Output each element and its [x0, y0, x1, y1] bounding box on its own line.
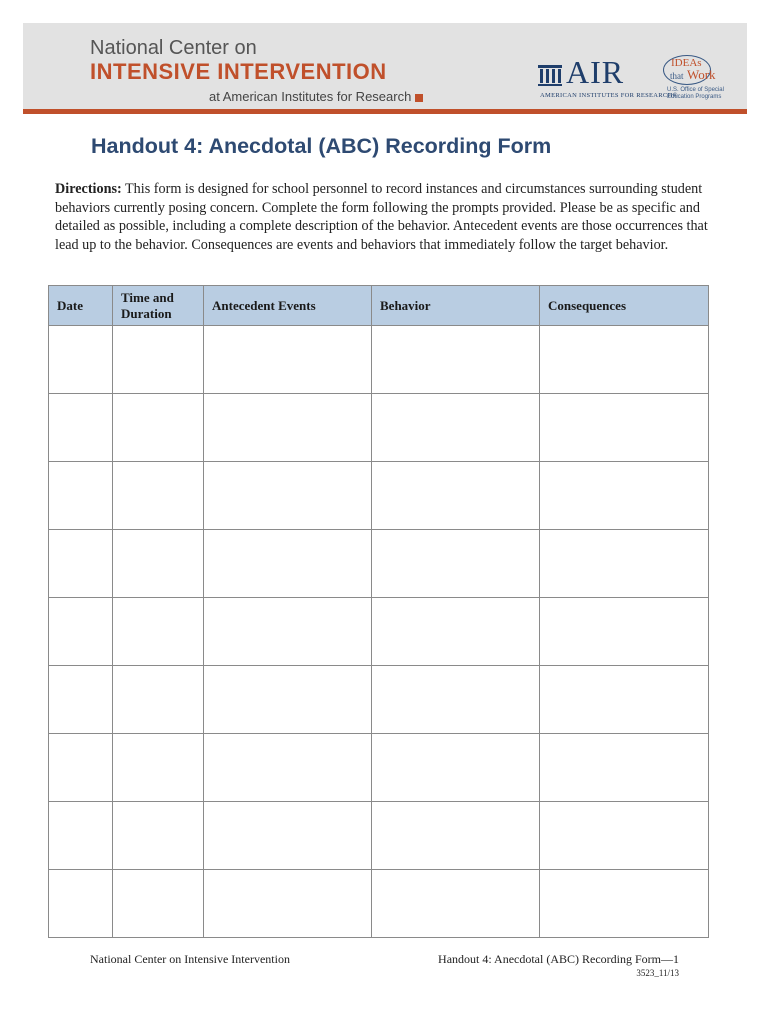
time-duration-cell[interactable]	[113, 870, 204, 938]
org-affiliation-text: at American Institutes for Research	[209, 89, 412, 104]
consequences-cell[interactable]	[540, 734, 709, 802]
date-cell[interactable]	[49, 394, 113, 462]
directions-label: Directions:	[55, 181, 122, 197]
table-row	[49, 870, 709, 938]
table-row	[49, 598, 709, 666]
antecedent-cell[interactable]	[204, 462, 372, 530]
footer-document-code: 3523_11/13	[636, 968, 679, 978]
date-cell[interactable]	[49, 802, 113, 870]
ideas-logo-subtitle	[667, 87, 724, 101]
footer-organization: National Center on Intensive Intervention	[90, 952, 290, 966]
time-duration-cell[interactable]	[113, 530, 204, 598]
date-cell[interactable]	[49, 530, 113, 598]
ideas-logo-ideas: IDEAs	[671, 57, 702, 69]
pillars-icon	[538, 63, 562, 87]
behavior-cell[interactable]	[372, 394, 540, 462]
antecedent-cell[interactable]	[204, 734, 372, 802]
table-row	[49, 802, 709, 870]
behavior-cell[interactable]	[372, 734, 540, 802]
column-header-time-duration: Time and Duration	[113, 286, 204, 326]
ideas-sub-line2: Education Programs	[667, 94, 722, 100]
footer-page-label: Handout 4: Anecdotal (ABC) Recording Form—1	[438, 952, 679, 966]
consequences-cell[interactable]	[540, 462, 709, 530]
directions-text: This form is designed for school personnel to record instances and circumstances surrounding student behaviors currently posing concern. Complete the form following the prompts provided. Please be as specific and detailed as possible, including a complete description of the behavior. Antecedent events are those occurrences that lead up to the behavior. Consequences are events and behaviors that immediately follow the target behavior.	[55, 181, 708, 253]
antecedent-cell[interactable]	[204, 530, 372, 598]
ideas-logo-that: that	[670, 71, 684, 81]
date-cell[interactable]	[49, 598, 113, 666]
air-logo-text: AIR	[566, 54, 625, 90]
table-row	[49, 530, 709, 598]
table-header-row	[49, 286, 709, 326]
column-header-behavior: Behavior	[372, 286, 540, 326]
behavior-cell[interactable]	[372, 462, 540, 530]
date-cell[interactable]	[49, 462, 113, 530]
table-row	[49, 326, 709, 394]
header-banner	[23, 23, 747, 114]
air-logo-subtitle: AMERICAN INSTITUTES FOR RESEARCH®	[540, 92, 678, 99]
consequences-cell[interactable]	[540, 530, 709, 598]
antecedent-cell[interactable]	[204, 666, 372, 734]
behavior-cell[interactable]	[372, 666, 540, 734]
org-name-line2: INTENSIVE INTERVENTION	[90, 59, 387, 84]
behavior-cell[interactable]	[372, 326, 540, 394]
consequences-cell[interactable]	[540, 870, 709, 938]
behavior-cell[interactable]	[372, 802, 540, 870]
date-cell[interactable]	[49, 326, 113, 394]
ideas-sub-line1: U.S. Office of Special	[667, 87, 724, 93]
table-row	[49, 394, 709, 462]
ideas-logo-work: Work	[687, 67, 716, 82]
table-row	[49, 462, 709, 530]
date-cell[interactable]	[49, 870, 113, 938]
behavior-cell[interactable]	[372, 598, 540, 666]
column-header-date: Date	[49, 286, 113, 326]
org-name-line3	[209, 89, 423, 104]
consequences-cell[interactable]	[540, 394, 709, 462]
consequences-cell[interactable]	[540, 666, 709, 734]
behavior-cell[interactable]	[372, 530, 540, 598]
ideas-that-work-logo	[659, 53, 739, 107]
table-row	[49, 666, 709, 734]
antecedent-cell[interactable]	[204, 802, 372, 870]
table-row	[49, 734, 709, 802]
time-duration-cell[interactable]	[113, 666, 204, 734]
consequences-cell[interactable]	[540, 802, 709, 870]
time-duration-cell[interactable]	[113, 734, 204, 802]
time-duration-cell[interactable]	[113, 326, 204, 394]
column-header-antecedent-events: Antecedent Events	[204, 286, 372, 326]
time-duration-cell[interactable]	[113, 394, 204, 462]
org-name-line1: National Center on	[90, 37, 257, 59]
date-cell[interactable]	[49, 666, 113, 734]
consequences-cell[interactable]	[540, 598, 709, 666]
date-cell[interactable]	[49, 734, 113, 802]
square-icon	[415, 94, 423, 102]
table-body	[49, 326, 709, 938]
consequences-cell[interactable]	[540, 326, 709, 394]
behavior-cell[interactable]	[372, 870, 540, 938]
directions-paragraph	[55, 180, 720, 254]
time-duration-cell[interactable]	[113, 802, 204, 870]
antecedent-cell[interactable]	[204, 394, 372, 462]
time-duration-cell[interactable]	[113, 598, 204, 666]
page-title: Handout 4: Anecdotal (ABC) Recording Form	[91, 134, 552, 158]
time-duration-cell[interactable]	[113, 462, 204, 530]
antecedent-cell[interactable]	[204, 598, 372, 666]
antecedent-cell[interactable]	[204, 870, 372, 938]
antecedent-cell[interactable]	[204, 326, 372, 394]
abc-recording-table	[48, 285, 709, 938]
column-header-consequences: Consequences	[540, 286, 709, 326]
